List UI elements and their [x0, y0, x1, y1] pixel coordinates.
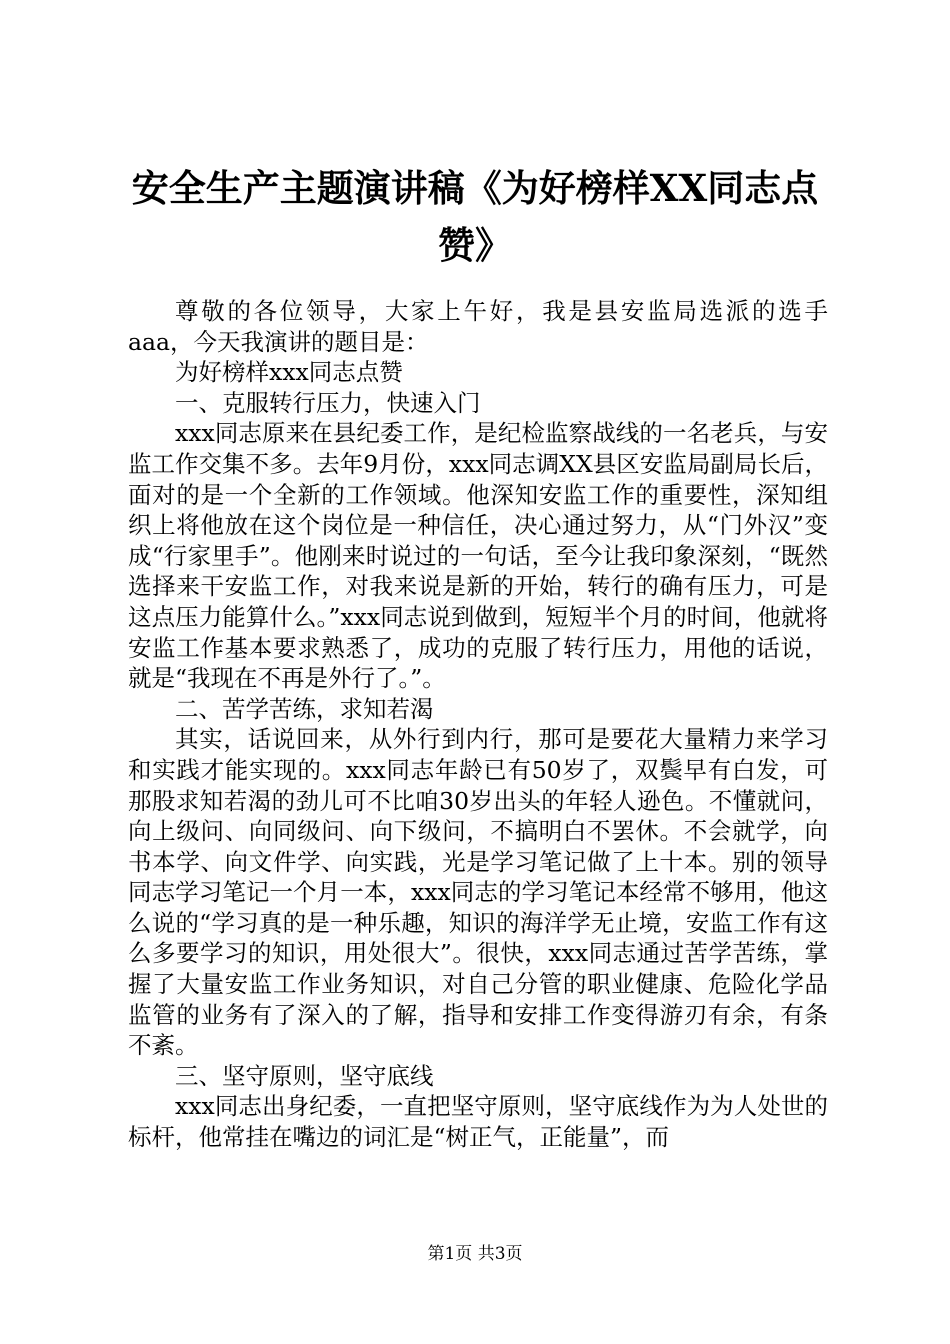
section-heading-1: 一、克服转行压力，快速入门	[175, 388, 481, 417]
paragraph-section-1: xxx同志原来在县纪委工作，是纪检监察战线的一名老兵，与安监工作交集不多。去年9月份，xxx同志调XX县区安监局副局长后，面对的是一个全新的工作领域。他深知安监工作的重要性，深知组织上将他放在这个岗位是一种信任，决心通过努力，从“门外汉”变成“行家里手”。他刚来时说过的一句话，至今让我印象深刻，“既然选择来干安监工作，对我来说是新的开始，转行的确有压力，可是这点压力能算什么。”xxx同志说到做到，短短半个月的时间，他就将安监工作基本要求熟悉了，成功的克服了转行压力，用他的话说，就是“我现在不再是外行了。”。	[128, 419, 828, 693]
title-line-1: 安全生产主题演讲稿《为好榜样XX同志点	[131, 166, 819, 210]
title-line-2: 赞》	[438, 223, 512, 267]
paragraph-section-3: xxx同志出身纪委，一直把坚守原则，坚守底线作为为人处世的标杆，他常挂在嘴边的词汇是“树正气，正能量”，而	[128, 1092, 828, 1152]
document-title	[110, 160, 840, 274]
page-number-footer: 第1页 共3页	[427, 1244, 523, 1264]
paragraph-greeting: 尊敬的各位领导，大家上午好，我是县安监局选派的选手aaa，今天我演讲的题目是：	[128, 297, 828, 356]
section-heading-3: 三、坚守原则，坚守底线	[175, 1061, 434, 1090]
paragraph-section-2: 其实，话说回来，从外行到内行，那可是要花大量精力来学习和实践才能实现的。xxx同志年龄已有50岁了，双鬓早有白发，可那股求知若渴的劲儿可不比咱30岁出头的年轻人逊色。不懂就问，向上级问、向同级问、向下级问，不搞明白不罢休。不会就学，向书本学、向文件学、向实践，光是学习笔记做了上十本。别的领导同志学习笔记一个月一本，xxx同志的学习笔记本经常不够用，他这么说的“学习真的是一种乐趣，知识的海洋学无止境，安监工作有这么多要学习的知识，用处很大”。很快，xxx同志通过苦学苦练，掌握了大量安监工作业务知识，对自己分管的职业健康、危险化学品监管的业务有了深入的了解，指导和安排工作变得游刃有余，有条不紊。	[128, 725, 828, 1060]
paragraph-topic: 为好榜样xxx同志点赞	[175, 358, 403, 387]
document-body	[128, 296, 828, 1153]
section-heading-2: 二、苦学苦练，求知若渴	[175, 694, 434, 723]
